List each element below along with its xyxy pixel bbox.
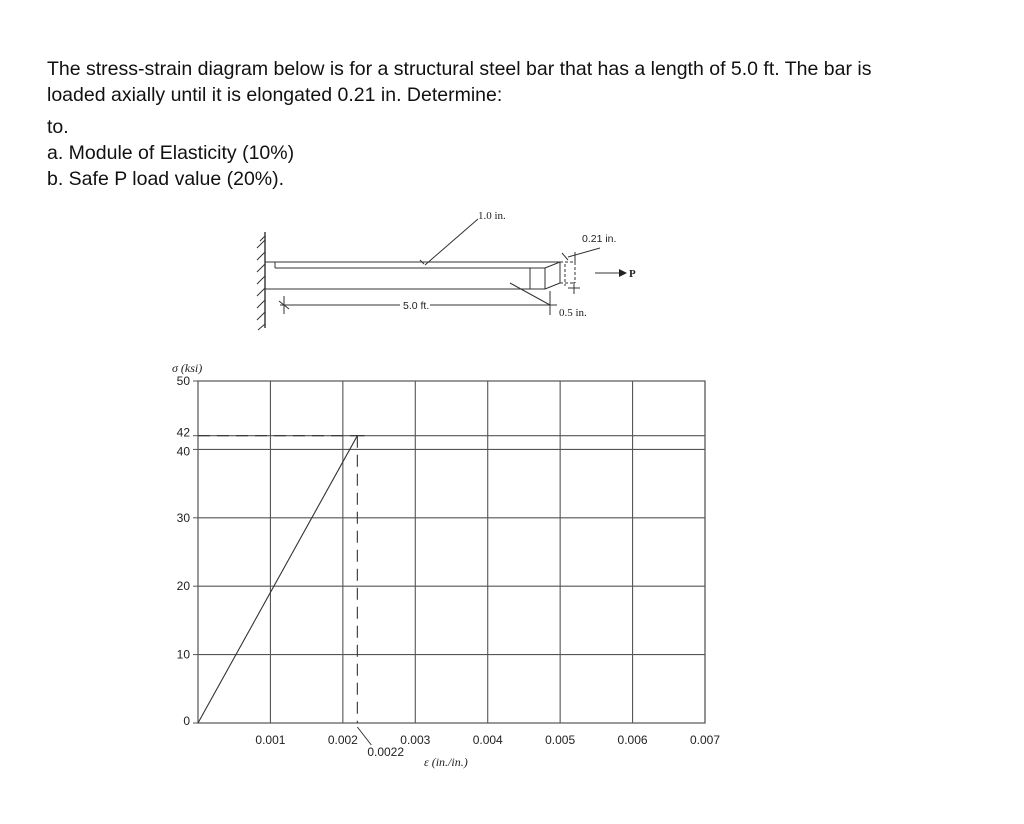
y-tick-label: 40 xyxy=(176,444,190,459)
label-load-p: P xyxy=(629,268,636,280)
x-tick-labels xyxy=(255,733,720,747)
label-thickness: 0.5 in. xyxy=(559,307,587,319)
question-b: b. Safe P load value (20%). xyxy=(47,168,285,190)
problem-line-2: loaded axially until it is elongated 0.21 in. Determine: xyxy=(47,84,503,106)
label-elongation: 0.21 in. xyxy=(582,233,617,245)
x-tick-label: 0.005 xyxy=(545,733,576,747)
yield-strain-label: 0.0022 xyxy=(367,745,405,759)
yield-strain-leader xyxy=(357,727,371,745)
curve-line xyxy=(198,436,365,723)
y-tick-label: 20 xyxy=(176,579,190,594)
plot-frame xyxy=(198,381,705,723)
x-tick-label: 0.006 xyxy=(617,733,648,747)
y-tick-label: 42 xyxy=(176,425,190,440)
x-tick-label: 0.003 xyxy=(400,733,431,747)
label-length: 5.0 ft. xyxy=(403,300,430,312)
y-tick-labels xyxy=(177,374,191,728)
y-tick-label: 0 xyxy=(183,714,190,728)
x-tick-label: 0.007 xyxy=(689,733,721,747)
y-axis-label: σ (ksi) xyxy=(172,361,203,375)
x-axis-label: ε (in./in.) xyxy=(424,755,468,769)
y-tick-label: 30 xyxy=(176,510,190,525)
wall-hatch xyxy=(257,236,265,330)
question-a: a. Module of Elasticity (10%) xyxy=(47,142,295,164)
problem-line-1: The stress-strain diagram below is for a structural steel bar that has a length of 5.0 ft. The bar is xyxy=(47,58,872,80)
stress-strain-curve xyxy=(198,436,371,745)
width-leader xyxy=(425,219,478,265)
x-tick-label: 0.004 xyxy=(472,733,503,747)
bar-end xyxy=(530,268,545,289)
problem-line-3: to. xyxy=(47,116,69,138)
label-width: 1.0 in. xyxy=(478,210,506,222)
y-tick-label: 50 xyxy=(176,374,190,388)
grid xyxy=(193,381,705,723)
chart xyxy=(172,361,720,769)
elongation-dim xyxy=(568,248,600,257)
x-tick-label: 0.001 xyxy=(255,733,286,747)
y-tick-label: 10 xyxy=(176,647,190,662)
x-tick-label: 0.002 xyxy=(327,733,358,747)
